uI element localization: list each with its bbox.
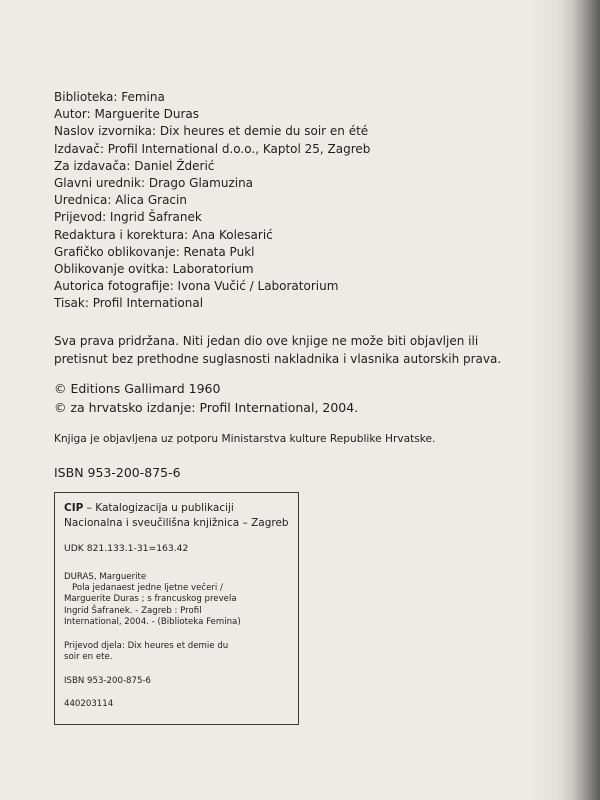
cip-isbn: ISBN 953-200-875-6: [64, 676, 152, 686]
copyright-line-1: © Editions Gallimard 1960: [54, 381, 221, 396]
credit-line: Prijevod: Ingrid Šafranek: [54, 210, 202, 225]
credit-line: Urednica: Alica Gracin: [54, 193, 187, 208]
copyright-line-2: © za hrvatsko izdanje: Profil International, 2004.: [54, 399, 359, 415]
cip-entry-line: DURAS, Marguerite: [64, 572, 147, 582]
credit-line: Za izdavača: Daniel Žderić: [54, 158, 215, 173]
cip-title: [64, 501, 289, 516]
cip-note-line: soir en ete.: [64, 652, 113, 663]
credit-line: Oblikovanje ovitka: Laboratorium: [54, 262, 254, 277]
cip-entry-line: Pola jedanaest jedne ljetne večeri /: [72, 583, 223, 594]
cip-number: 440203114: [64, 699, 114, 709]
credit-line: Izdavač: Profil International d.o.o., Kaptol 25, Zagreb: [54, 141, 371, 156]
cip-entry-line: Ingrid Šafranek. - Zagreb : Profil: [64, 605, 202, 616]
cip-entry: [64, 572, 241, 628]
credit-line: Glavni urednik: Drago Glamuzina: [54, 176, 254, 191]
rights-line-2: pretisnut bez prethodne suglasnosti nakladnika i vlasnika autorskih prava.: [54, 352, 502, 366]
cip-header: [64, 501, 289, 531]
cip-title-bold: CIP: [64, 502, 84, 514]
copyright-notice: [54, 380, 358, 417]
rights-notice: [54, 332, 524, 368]
credit-line: Grafičko oblikovanje: Renata Pukl: [54, 244, 255, 259]
spine-shadow: [572, 0, 600, 800]
rights-line-1: Sva prava pridržana. Niti jedan dio ove knjige ne može biti objavljen ili: [54, 334, 479, 348]
credit-line: Autorica fotografije: Ivona Vučić / Laboratorium: [54, 279, 339, 294]
cip-udk: UDK 821.133.1-31=163.42: [64, 543, 189, 554]
cip-title-rest: – Katalogizacija u publikaciji: [83, 502, 234, 514]
cip-note-line: Prijevod djela: Dix heures et demie du: [64, 641, 229, 651]
support-notice: Knjiga je objavljena uz potporu Ministarstva kulture Republike Hrvatske.: [54, 433, 436, 445]
credits-list: [54, 89, 534, 313]
isbn-line: ISBN 953-200-875-6: [54, 465, 181, 480]
cip-entry-line: Marguerite Duras ; s francuskog prevela: [64, 594, 237, 605]
cip-record-box: [54, 492, 299, 725]
cip-note: [64, 641, 228, 663]
credit-line: Redaktura i korektura: Ana Kolesarić: [54, 227, 273, 242]
cip-entry-line: International, 2004. - (Biblioteka Femina): [64, 616, 241, 627]
credit-line: Naslov izvornika: Dix heures et demie du soir en été: [54, 124, 369, 139]
credit-line: Biblioteka: Femina: [54, 90, 165, 104]
cip-library: Nacionalna i sveučilišna knjižnica – Zagreb: [64, 517, 289, 529]
credit-line: Autor: Marguerite Duras: [54, 107, 200, 122]
credit-line: Tisak: Profil International: [54, 296, 204, 311]
